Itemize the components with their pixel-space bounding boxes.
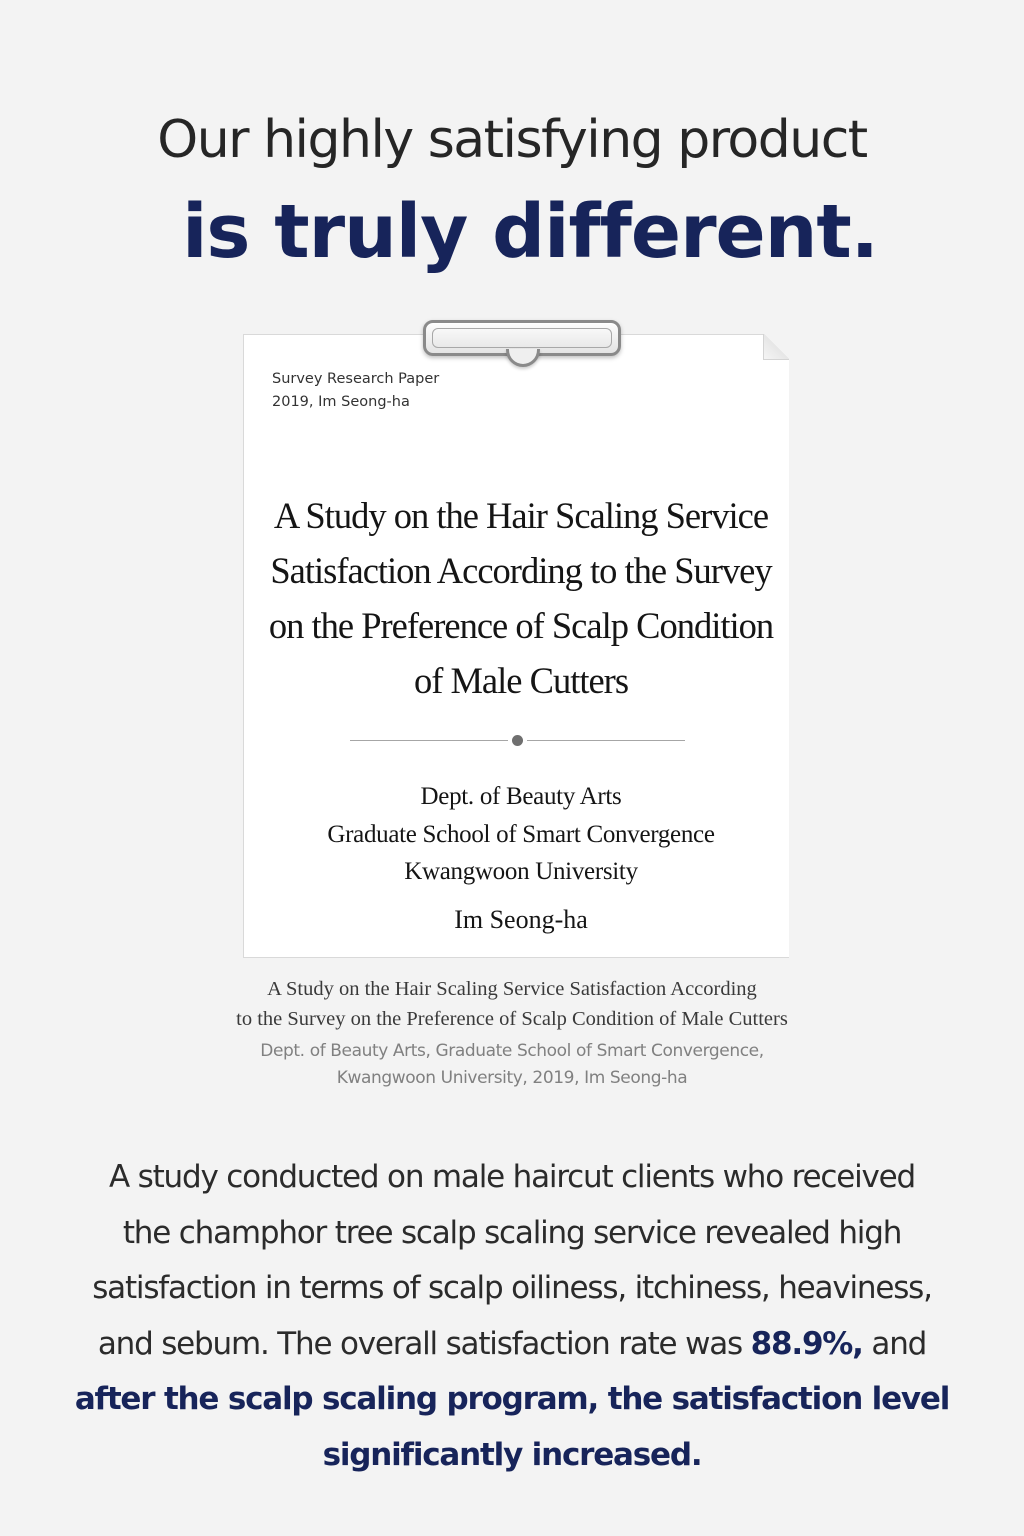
caption-source-line: Dept. of Beauty Arts, Graduate School of Smart Convergence, — [260, 1041, 764, 1061]
paper-title-line: Satisfaction According to the Survey — [270, 550, 772, 591]
body-highlight-line: after the scalp scaling program, the satisfaction level — [74, 1381, 950, 1417]
paper-affiliation-line: Dept. of Beauty Arts — [420, 783, 622, 810]
paper-year-author: 2019, Im Seong-ha — [272, 394, 410, 410]
body-text-span: and sebum. The overall satisfaction rate was — [97, 1325, 751, 1362]
paper-clip-inner — [432, 328, 612, 348]
headline-line-1: Our highly satisfying product — [157, 110, 867, 170]
paper-title — [258, 488, 784, 708]
body-paragraph — [0, 1150, 1024, 1483]
satisfaction-rate: 88.9%, — [750, 1325, 863, 1362]
body-line: A study conducted on male haircut clients who received — [108, 1159, 916, 1195]
divider-dot — [512, 735, 523, 746]
caption-source — [0, 1038, 1024, 1092]
paper-affiliation-line: Graduate School of Smart Convergence — [327, 820, 715, 848]
body-line: satisfaction in terms of scalp oiliness, itchiness, heaviness, — [92, 1270, 932, 1306]
body-highlight-line: significantly increased. — [322, 1436, 702, 1473]
paper-author: Im Seong-ha — [454, 905, 588, 934]
body-text-span: and — [862, 1325, 927, 1362]
paper-affiliation-line: Kwangwoon University — [404, 858, 638, 885]
divider-line-left — [350, 740, 508, 741]
caption-title-line: to the Survey on the Preference of Scalp Condition of Male Cutters — [236, 1008, 788, 1030]
page-fold-corner — [763, 334, 789, 360]
body-line: the champhor tree scalp scaling service revealed high — [122, 1214, 902, 1251]
divider-line-right — [527, 740, 685, 741]
caption-title-line: A Study on the Hair Scaling Service Satisfaction According — [267, 978, 757, 1000]
paper-title-line: A Study on the Hair Scaling Service — [273, 495, 769, 536]
paper-title-line: on the Preference of Scalp Condition — [268, 605, 774, 646]
paper-type: Survey Research Paper — [272, 371, 440, 387]
paper-meta — [272, 368, 439, 414]
caption-title — [0, 974, 1024, 1034]
paper-affiliation — [258, 778, 784, 891]
body-line — [0, 1317, 1024, 1373]
paper-title-line: of Male Cutters — [413, 660, 629, 701]
headline-line-2: is truly different. — [182, 189, 878, 275]
caption-source-line: Kwangwoon University, 2019, Im Seong-ha — [336, 1068, 688, 1088]
